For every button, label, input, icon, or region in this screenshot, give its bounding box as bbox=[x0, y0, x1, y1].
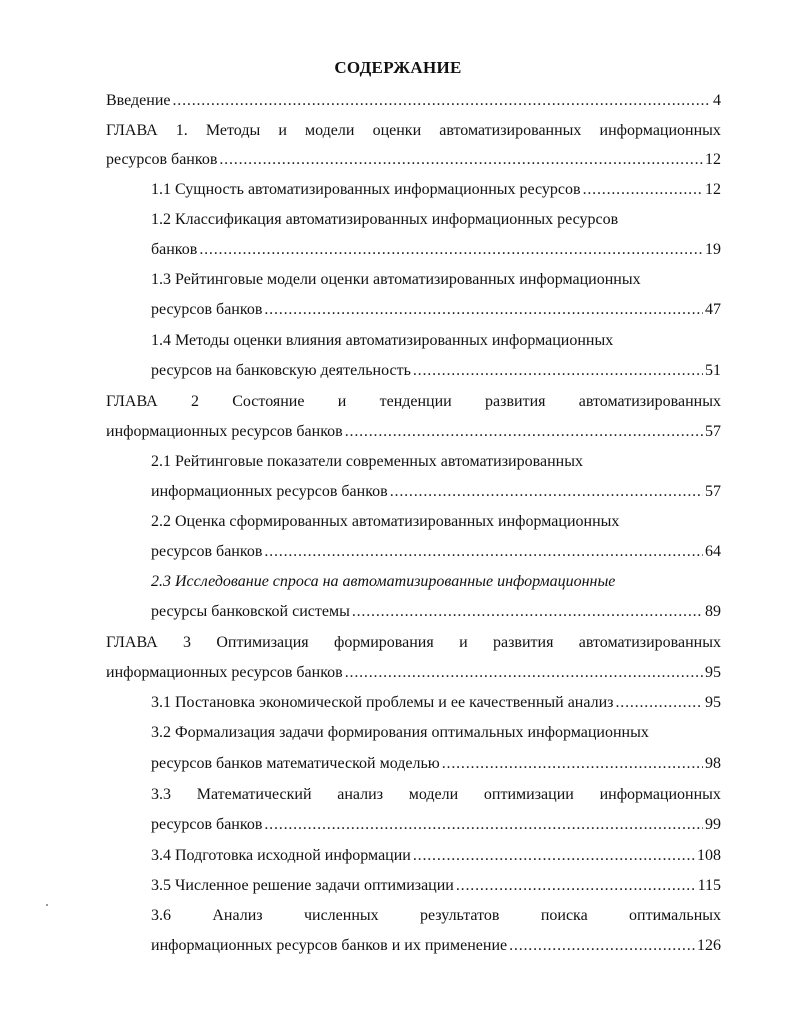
toc-chapter-2-title[interactable] bbox=[106, 391, 721, 413]
toc-word: результатов bbox=[419, 907, 500, 924]
toc-section-2-2-title[interactable]: 2.2 Оценка сформированных автоматизированных информационных bbox=[151, 513, 620, 530]
leader-dots bbox=[219, 149, 703, 171]
toc-word: информационных bbox=[599, 122, 721, 139]
leader-dots bbox=[390, 481, 703, 503]
toc-word: 3.3 bbox=[151, 786, 171, 803]
toc-section-2-3-title[interactable]: 2.3 Исследование спроса на автоматизированные информационные bbox=[151, 573, 616, 590]
toc-entry-text: 3.1 Постановка экономической проблемы и ее качественный анализ bbox=[151, 694, 614, 711]
toc-word: автоматизированных bbox=[578, 634, 721, 651]
toc-word: Математический bbox=[196, 786, 312, 803]
toc-entry-text: информационных ресурсов банков bbox=[151, 483, 388, 500]
toc-word: 1. bbox=[175, 122, 188, 139]
toc-word: развития bbox=[492, 634, 554, 651]
toc-page-number: 95 bbox=[705, 694, 721, 711]
toc-section-3-4[interactable] bbox=[151, 845, 721, 867]
toc-word: ГЛАВА bbox=[106, 634, 158, 651]
toc-section-1-4-title[interactable]: 1.4 Методы оценки влияния автоматизированных информационных bbox=[151, 332, 614, 349]
toc-word: и bbox=[278, 122, 287, 139]
leader-dots bbox=[264, 541, 703, 563]
toc-section-3-5[interactable] bbox=[151, 875, 721, 897]
leader-dots bbox=[583, 179, 703, 201]
toc-word: тенденции bbox=[379, 393, 452, 410]
toc-section-3-6-tail[interactable] bbox=[151, 935, 721, 957]
toc-word: автоматизированных bbox=[578, 393, 721, 410]
toc-page-number: 4 bbox=[713, 92, 721, 109]
toc-chapter-2-tail[interactable] bbox=[106, 421, 721, 443]
toc-page-number: 57 bbox=[705, 483, 721, 500]
toc-section-1-3-title[interactable]: 1.3 Рейтинговые модели оценки автоматизированных информационных bbox=[151, 271, 641, 288]
toc-entry-text: ресурсы банковской системы bbox=[151, 603, 350, 620]
toc-word: информационных bbox=[599, 786, 721, 803]
toc-section-3-3-title[interactable] bbox=[151, 784, 721, 806]
toc-word: анализ bbox=[337, 786, 384, 803]
toc-word: Методы bbox=[205, 122, 261, 139]
toc-word: модели bbox=[408, 786, 459, 803]
toc-word: развития bbox=[485, 393, 546, 410]
leader-dots bbox=[442, 753, 703, 775]
toc-page-number: 108 bbox=[697, 847, 721, 864]
toc-entry-text: ресурсов банков bbox=[151, 816, 263, 833]
toc-page-number: 89 bbox=[705, 603, 721, 620]
toc-word: формирования bbox=[333, 634, 434, 651]
leader-dots bbox=[456, 875, 696, 897]
toc-page-number: 51 bbox=[705, 362, 721, 379]
leader-dots bbox=[413, 845, 695, 867]
leader-dots bbox=[264, 299, 703, 321]
toc-section-2-1-tail[interactable] bbox=[151, 481, 721, 503]
toc-word: ГЛАВА bbox=[106, 122, 158, 139]
toc-word: 2 bbox=[190, 393, 199, 410]
toc-section-3-2-tail[interactable] bbox=[151, 753, 721, 775]
toc-entry-text: информационных ресурсов банков bbox=[106, 423, 343, 440]
toc-word: ГЛАВА bbox=[106, 393, 158, 410]
toc-word: модели bbox=[305, 122, 355, 139]
leader-dots bbox=[352, 601, 703, 623]
toc-word: численных bbox=[303, 907, 379, 924]
toc-word: и bbox=[459, 634, 468, 651]
leader-dots bbox=[615, 692, 703, 714]
toc-word: оптимизации bbox=[483, 786, 574, 803]
toc-page-number: 57 bbox=[705, 423, 721, 440]
toc-word: Оптимизация bbox=[216, 634, 309, 651]
toc-page-number: 12 bbox=[705, 181, 721, 198]
toc-page-number: 99 bbox=[705, 816, 721, 833]
toc-word: Состояние bbox=[232, 393, 305, 410]
leader-dots bbox=[199, 239, 703, 261]
leader-dots bbox=[345, 421, 703, 443]
toc-entry-text: ресурсов банков bbox=[151, 301, 263, 318]
toc-entry-text: 3.5 Численное решение задачи оптимизации bbox=[151, 877, 454, 894]
toc-section-3-1[interactable] bbox=[151, 692, 721, 714]
toc-word: 3.6 bbox=[151, 907, 171, 924]
toc-entry-text: банков bbox=[151, 241, 198, 258]
toc-entry-text: информационных ресурсов банков bbox=[106, 664, 343, 681]
toc-word: оптимальных bbox=[629, 907, 721, 924]
toc-entry-text: ресурсов банков bbox=[106, 151, 218, 168]
toc-entry-text: 1.1 Сущность автоматизированных информационных ресурсов bbox=[151, 181, 581, 198]
toc-section-1-4-tail[interactable] bbox=[151, 360, 721, 382]
leader-dots bbox=[345, 662, 703, 684]
toc-entry-text: ресурсов банков математической моделью bbox=[151, 755, 440, 772]
toc-page-number: 47 bbox=[705, 301, 721, 318]
toc-word: и bbox=[337, 393, 347, 410]
leader-dots bbox=[173, 90, 712, 112]
toc-chapter-1-title[interactable] bbox=[106, 120, 721, 142]
toc-entry-text: ресурсов банков bbox=[151, 543, 263, 560]
leader-dots bbox=[264, 814, 703, 836]
toc-page-number: 126 bbox=[697, 937, 721, 954]
toc-section-3-2-title[interactable]: 3.2 Формализация задачи формирования оптимальных информационных bbox=[151, 724, 649, 741]
toc-page-number: 12 bbox=[705, 151, 721, 168]
toc-chapter-1-tail[interactable] bbox=[106, 149, 721, 171]
toc-page-number: 98 bbox=[705, 755, 721, 772]
toc-section-1-1[interactable] bbox=[151, 179, 721, 201]
toc-page-number: 95 bbox=[705, 664, 721, 681]
toc-section-3-3-tail[interactable] bbox=[151, 814, 721, 836]
toc-entry-intro[interactable] bbox=[106, 90, 721, 112]
toc-page-number: 19 bbox=[705, 241, 721, 258]
leader-dots bbox=[509, 935, 695, 957]
toc-page-number: 115 bbox=[697, 877, 721, 894]
toc-section-2-1-title[interactable]: 2.1 Рейтинговые показатели современных автоматизированных bbox=[151, 453, 583, 470]
page-title: СОДЕРЖАНИЕ bbox=[334, 58, 462, 77]
toc-word: Анализ bbox=[212, 907, 263, 924]
toc-chapter-3-tail[interactable] bbox=[106, 662, 721, 684]
leader-dots bbox=[413, 360, 703, 382]
toc-section-1-2-title[interactable]: 1.2 Классификация автоматизированных информационных ресурсов bbox=[151, 211, 619, 228]
toc-page-number: 64 bbox=[705, 543, 721, 560]
toc-entry-text: 3.4 Подготовка исходной информации bbox=[151, 847, 411, 864]
toc-word: 3 bbox=[183, 634, 192, 651]
toc-chapter-3-title[interactable] bbox=[106, 632, 721, 654]
scan-speck bbox=[46, 904, 48, 906]
toc-entry-text: информационных ресурсов банков и их применение bbox=[151, 937, 508, 954]
toc-section-2-3-tail[interactable] bbox=[151, 601, 721, 623]
toc-word: оценки bbox=[372, 122, 422, 139]
toc-word: автоматизированных bbox=[439, 122, 582, 139]
toc-entry-text: Введение bbox=[106, 92, 171, 109]
toc-word: поиска bbox=[540, 907, 588, 924]
toc-section-2-2-tail[interactable] bbox=[151, 541, 721, 563]
toc-section-3-6-title[interactable] bbox=[151, 905, 721, 927]
toc-section-1-3-tail[interactable] bbox=[151, 299, 721, 321]
toc-section-1-2-tail[interactable] bbox=[151, 239, 721, 261]
toc-entry-text: ресурсов на банковскую деятельность bbox=[151, 362, 411, 379]
